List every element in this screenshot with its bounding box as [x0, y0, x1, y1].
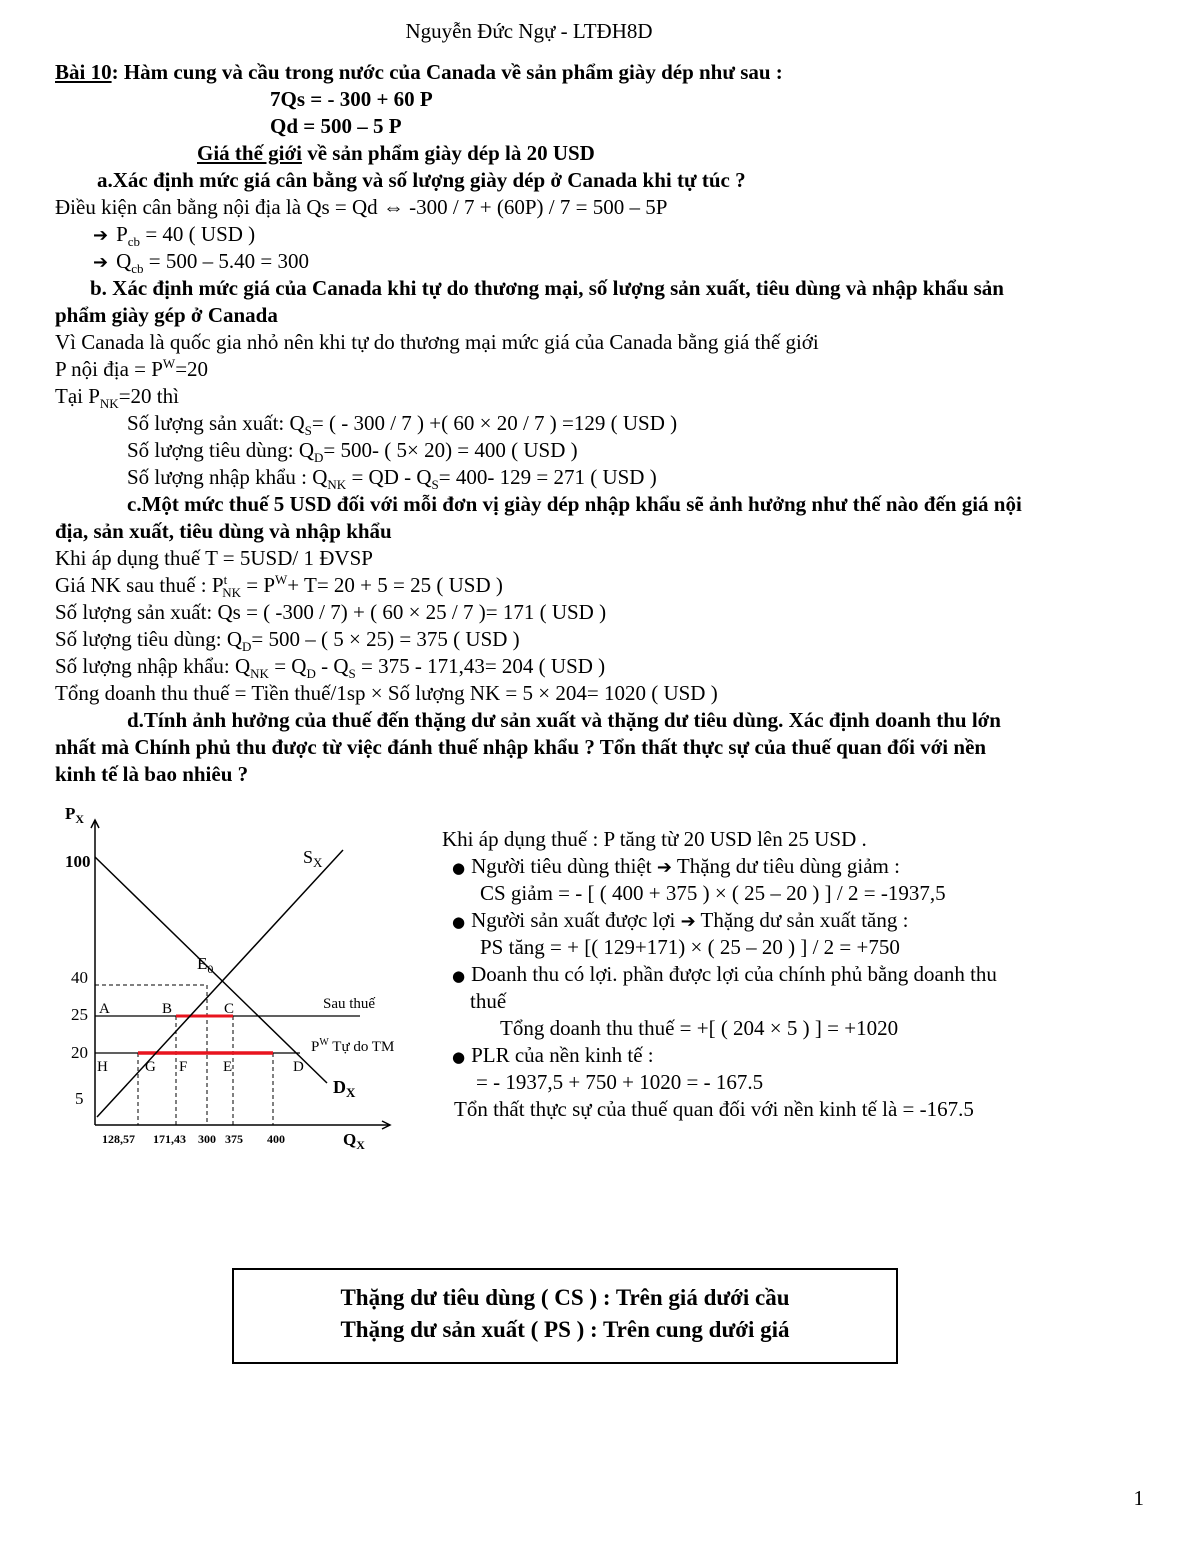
part-d-question-2: nhất mà Chính phủ thu được từ việc đánh thuế nhập khẩu ? Tổn thất thực sự của thuế quan đối với nền: [55, 735, 987, 759]
x-axis-label: $Q_X$: [343, 1130, 365, 1152]
y-tick-100: 100: [65, 852, 91, 871]
cs-definition: Thặng dư tiêu dùng ( CS ) : Trên giá dưới cầu: [340, 1285, 790, 1310]
analysis-bullet-1: ● Người tiêu dùng thiệt ➔ Thặng dư tiêu dùng giảm :: [452, 854, 900, 878]
problem-intro: [55, 59, 783, 85]
point-g: G: [145, 1059, 156, 1075]
equilibrium-label: $E_0$: [197, 954, 214, 976]
world-price-label: Giá thế giới: [197, 141, 302, 165]
x-tick-128: 128,57: [102, 1132, 135, 1146]
part-a-quantity: ➔ $Q_{cb} = 500 - 5.40 = 300$: [93, 249, 309, 277]
x-tick-171: 171,43: [153, 1132, 186, 1146]
part-d-question-3: kinh tế là bao nhiêu ?: [55, 762, 249, 786]
bullet-icon: ●: [452, 913, 466, 931]
page-number: 1: [1133, 1486, 1144, 1510]
part-b-production: Số lượng sản xuất: $Q_S=$ ( - 300 / 7 ) +( 60 × 20 / 7 ) =129 ( USD ): [127, 411, 678, 439]
problem-label: Bài 10: [55, 60, 112, 84]
y-tick-25: 25: [71, 1005, 88, 1024]
part-c-imports: Số lượng nhập khẩu: $Q_{NK} = Q_D - Q_S = 375 - 171,43= 204$ ( USD ): [55, 654, 606, 682]
point-h: H: [97, 1059, 108, 1075]
arrow-right-icon: ➔: [93, 252, 109, 273]
y-axis-label: $P_X$: [65, 804, 85, 826]
demand-label: $D_X$: [333, 1077, 356, 1100]
supply-equation: 7Qs = - 300 + 60 P: [270, 87, 433, 111]
part-c-import-price: Giá NK sau thuế : $P^t_{NK} = P^W+ T= 20 + 5 = 25$ ( USD ): [55, 572, 503, 601]
analysis-bullet-2: ● Người sản xuất được lợi ➔ Thặng dư sản xuất tăng :: [452, 908, 909, 932]
y-tick-40: 40: [71, 968, 88, 987]
y-tick-20: 20: [71, 1043, 88, 1062]
point-e: E: [223, 1059, 233, 1075]
analysis-bullet-3: ● Doanh thu có lợi. phần được lợi của chính phủ bằng doanh thu: [452, 962, 997, 986]
x-tick-375: 375: [225, 1132, 243, 1146]
point-d: D: [293, 1059, 304, 1075]
point-b: B: [162, 1001, 173, 1017]
analysis-ps-calc: PS tăng = + [( 129+171) × ( 25 – 20 ) ] / 2 = +750: [480, 935, 900, 959]
free-trade-label: $P^W$ Tự do TM: [311, 1037, 395, 1055]
part-a-question: a.Xác định mức giá cân bằng và số lượng giày dép ở Canada khi tự túc ?: [97, 168, 746, 192]
definition-box: [232, 1268, 898, 1364]
world-price: [197, 140, 595, 166]
part-c-tax: Khi áp dụng thuế T = 5USD/ 1 ĐVSP: [55, 546, 373, 570]
part-c-question-2: địa, sản xuất, tiêu dùng và nhập khẩu: [55, 519, 392, 543]
part-d-question-1: d.Tính ảnh hưởng của thuế đến thặng dư sản xuất và thặng dư tiêu dùng. Xác định doanh thu lớn: [127, 708, 1001, 732]
analysis-bullet-4: ● PLR của nền kinh tế :: [452, 1043, 654, 1067]
bullet-icon: ●: [452, 1048, 466, 1066]
part-b-consumption: Số lượng tiêu dùng: $Q_D= 500-$ ( 5× 20) = 400 ( USD ): [127, 438, 578, 466]
bullet-icon: ●: [452, 967, 466, 985]
part-c-consumption: Số lượng tiêu dùng: $Q_D= 500$ – ( 5 × 25) = 375 ( USD ): [55, 627, 520, 655]
problem-intro-text: : Hàm cung và cầu trong nước của Canada về sản phẩm giày dép như sau :: [111, 60, 783, 84]
part-b-imports: Số lượng nhập khẩu : $Q_{NK}$ = QD - $Q_S= 400-$ 129 = 271 ( USD ): [127, 465, 657, 493]
part-b-question-2: phẩm giày gép ở Canada: [55, 303, 278, 327]
demand-equation: Qd = 500 – 5 P: [270, 114, 402, 138]
analysis-intro: Khi áp dụng thuế : P tăng từ 20 USD lên 25 USD .: [442, 827, 867, 851]
part-b-reason: Vì Canada là quốc gia nhỏ nên khi tự do thương mại mức giá của Canada bằng giá thế giới: [55, 330, 819, 354]
analysis-cs-calc: CS giảm = - [ ( 400 + 375 ) × ( 25 – 20 ) ] / 2 = -1937,5: [480, 881, 946, 905]
x-tick-300: 300: [198, 1132, 216, 1146]
supply-curve: [97, 850, 343, 1117]
supply-label: $S_X$: [303, 847, 323, 870]
y-tick-5: 5: [75, 1089, 84, 1108]
analysis-bullet-3-cont: thuế: [470, 989, 507, 1013]
bullet-icon: ●: [452, 859, 466, 877]
part-c-production: Số lượng sản xuất: Qs = ( -300 / 7) + ( 60 × 25 / 7 )= 171 ( USD ): [55, 600, 607, 624]
part-c-question-1: c.Một mức thuế 5 USD đối với mỗi đơn vị giày dép nhập khẩu sẽ ảnh hưởng như thế nào đến giá nội: [127, 492, 1022, 516]
part-b-domestic-price: P nội địa = $P^W=20$: [55, 356, 209, 381]
analysis-plr-calc: = - 1937,5 + 750 + 1020 = - 167.5: [476, 1070, 764, 1094]
after-tax-label: Sau thuế: [323, 996, 376, 1012]
x-tick-400: 400: [267, 1132, 285, 1146]
point-f: F: [179, 1059, 188, 1075]
part-c-revenue: Tổng doanh thu thuế = Tiền thuế/1sp × Số lượng NK = 5 × 204= 1020 ( USD ): [55, 681, 718, 705]
analysis-revenue-calc: Tổng doanh thu thuế = +[ ( 204 × 5 ) ] = +1020: [500, 1016, 899, 1040]
ps-definition: Thặng dư sản xuất ( PS ) : Trên cung dưới giá: [340, 1317, 790, 1342]
part-a-price: ➔ $P_{cb} = 40$ ( USD ): [93, 222, 256, 250]
arrow-right-icon: ➔: [93, 225, 109, 246]
page-header: Nguyễn Đức Ngự - LTĐH8D: [405, 19, 653, 43]
point-c: C: [224, 1001, 235, 1017]
arrow-right-icon: ➔: [656, 857, 672, 878]
supply-demand-chart: [55, 795, 425, 1155]
point-a: A: [99, 1001, 110, 1017]
part-b-question-1: b. Xác định mức giá của Canada khi tự do thương mại, số lượng sản xuất, tiêu dùng và nhập khẩu sản: [90, 276, 1004, 300]
world-price-text: về sản phẩm giày dép là 20 USD: [301, 141, 595, 165]
part-a-condition: Điều kiện cân bằng nội địa là Qs = Qd ⇔ -300 / 7 + (60P) / 7 = 500 – 5P: [55, 195, 668, 219]
arrow-right-icon: ➔: [680, 911, 696, 932]
analysis-conclusion: Tổn thất thực sự của thuế quan đối với nền kinh tế là = -167.5: [454, 1097, 974, 1121]
part-b-at-price: Tại $P_{NK}=20$ thì: [55, 384, 179, 412]
